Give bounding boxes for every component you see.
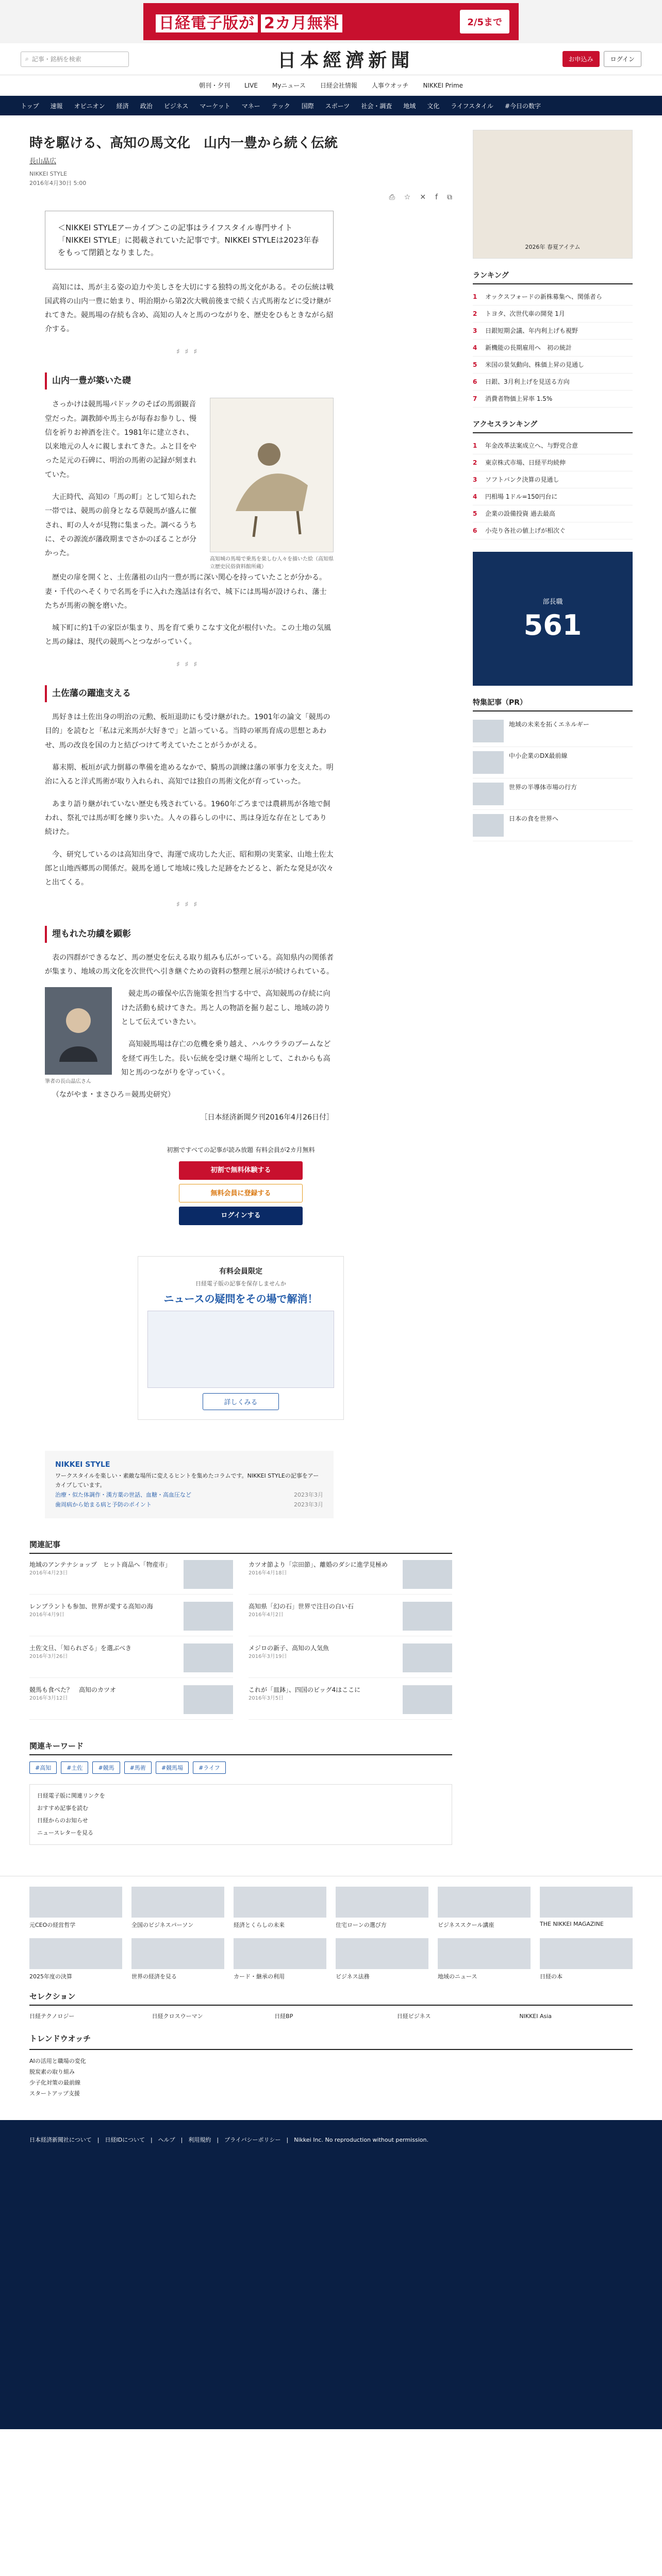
publish-date: 2016年4月30日 5:00 (29, 179, 87, 187)
keyword-list (29, 1761, 452, 1774)
related-item[interactable] (249, 1560, 452, 1595)
pr-thumb (473, 720, 504, 742)
ranking-title: ランキング (473, 270, 633, 284)
related-link[interactable]: レンブラントも参加、世界が愛する高知の海 (29, 1602, 153, 1610)
cat-item[interactable]: トップ (21, 102, 39, 110)
share-facebook-icon[interactable]: f (435, 193, 438, 201)
related-thumb[interactable] (403, 1643, 452, 1672)
trend-item[interactable]: 少子化対策の最前線 (29, 2079, 80, 2087)
cat-item[interactable]: 社会・調査 (361, 102, 392, 110)
ranking-item[interactable]: 5 米国の景気動向、株価上昇の見通し (473, 357, 633, 374)
subnav-item[interactable]: 日経会社情報 (320, 82, 357, 89)
selection-item[interactable]: NIKKEI Asia (519, 2013, 552, 2020)
site-footer (0, 2120, 662, 2429)
portrait-image (45, 987, 112, 1075)
series-link[interactable]: 治療・似た体調作・漢方薬の世話、血糖・高血圧など (55, 1492, 191, 1499)
ad-text: 日経電子版が (156, 14, 258, 32)
related-link[interactable]: 競馬も食べた？ 高知のカツオ (29, 1686, 117, 1693)
trend-title: トレンドウオッチ (29, 2031, 633, 2050)
pr-thumb (473, 814, 504, 837)
ranking-item[interactable]: 7 消費者物価上昇率 1.5% (473, 391, 633, 408)
promo-sub: 日経電子版の記事を保存しませんか (195, 1280, 286, 1287)
site-logo[interactable]: 日本經濟新聞 (277, 49, 414, 71)
related-item[interactable] (29, 1685, 233, 1720)
ad-headline (153, 10, 342, 33)
ad-box[interactable] (143, 3, 519, 40)
access-item[interactable]: 3 ソフトバンク決算の見通し (473, 471, 633, 488)
footer-promos (0, 1876, 662, 1980)
search-icon: ⌕ (25, 55, 29, 62)
author-photo (45, 987, 112, 1088)
cat-item[interactable]: 経済 (116, 102, 129, 110)
category-nav (0, 96, 662, 115)
trend-item[interactable]: AIの活用と職場の変化 (29, 2058, 86, 2065)
sub-nav (0, 75, 662, 96)
section-heading: 山内一豊が築いた礎 (45, 372, 334, 389)
paid-promo (138, 1256, 344, 1420)
related-date: 2016年3月26日 (29, 1653, 68, 1659)
related-date: 2016年4月18日 (249, 1570, 287, 1576)
selection-title: セレクション (29, 1991, 633, 2006)
related-link[interactable]: 土佐文旦、「知られざる」を選ぶべき (29, 1644, 132, 1652)
article-title: 時を駆ける、高知の馬文化 山内一豊から続く伝統 (29, 135, 338, 151)
keyword-tag[interactable]: #高知 (29, 1761, 57, 1774)
cat-item[interactable]: ビジネス (163, 102, 189, 110)
article-body (45, 211, 334, 1125)
selection-item[interactable]: 日経テクノロジー (29, 2013, 75, 2020)
footer-promo-item[interactable]: THE NIKKEI MAGAZINE (540, 1887, 633, 1929)
bookmark-icon[interactable]: ☆ (404, 193, 411, 201)
footer-promo-item[interactable]: 地域のニュース (438, 1938, 531, 1980)
series-title[interactable]: NIKKEI STYLE (55, 1460, 110, 1469)
cat-item[interactable]: テック (271, 102, 290, 110)
info-link[interactable]: おすすめ記事を読む (37, 1804, 89, 1811)
related-date: 2016年3月19日 (249, 1653, 287, 1659)
footer-promo-item[interactable]: 日経の本 (540, 1938, 633, 1980)
separator: ♯♯♯ (176, 901, 203, 909)
selection-item[interactable]: 日経BP (274, 2013, 293, 2020)
paragraph: 馬好きは土佐出身の明治の元勲、板垣退助にも受け継がれた。1901年の論文「競馬の目的」を読むと「私は元来馬が大好きで」と語っている。当時の軍馬育成の思想とあわせ、馬の改良を国の力と結びつけて考えていたことがうかがえる。 (45, 713, 330, 750)
pr-item[interactable]: 世界の半導体市場の行方 (473, 778, 633, 810)
ranking-list (473, 289, 633, 408)
keywords-title: 関連キーワード (29, 1740, 452, 1755)
footer-promo-item[interactable]: ビジネス法務 (336, 1938, 428, 1980)
photo-caption: 筆者の長山晶広さん (45, 1079, 91, 1085)
footer-promo-item[interactable]: 世界の経済を見る (131, 1938, 224, 1980)
info-link[interactable]: 日経からのお知らせ (37, 1817, 88, 1824)
ranking-item[interactable]: 1 オックスフォードの新株募集へ、関係者ら (473, 289, 633, 306)
cta-login-button[interactable]: ログインする (179, 1207, 303, 1225)
related-item[interactable] (249, 1602, 452, 1636)
cat-item[interactable]: オピニオン (74, 102, 105, 110)
related-link[interactable]: 高知県「幻の石」世界で注目の白い石 (249, 1602, 354, 1610)
promo-number: 561 (523, 609, 582, 641)
top-ad-banner[interactable] (0, 0, 662, 43)
search-input[interactable]: 記事・銘柄を検索 (31, 56, 81, 63)
footer-promo-item[interactable]: 住宅ローンの選び方 (336, 1887, 428, 1929)
related-date: 2016年4月23日 (29, 1570, 68, 1576)
category-link[interactable]: NIKKEI STYLE (29, 171, 68, 178)
related-articles (29, 1539, 452, 1720)
byline: （ながやま・まさひろ＝競馬史研究） (52, 1091, 175, 1099)
paragraph: 城下町に約1千の家臣が集まり、馬を育て乗りこなす文化が根付いた。この土地の気風と馬の縁は、現代の競馬へとつながっていく。 (45, 624, 331, 647)
paragraph: 歴史の扉を開くと、土佐藩祖の山内一豊が馬に深い関心を持っていたことが分かる。妻・千代のへそくりで名馬を手に入れた逸話は有名で、城下には馬場が設けられ、藩士たちが馬術の腕を磨いた。 (45, 573, 327, 610)
series-date: 2023年3月 (294, 1492, 323, 1499)
related-item[interactable] (29, 1602, 233, 1636)
trial-button[interactable]: 初割で無料体験する (179, 1161, 303, 1180)
related-date: 2016年4月9日 (29, 1612, 65, 1618)
series-box (45, 1451, 334, 1518)
pr-title: 特集記事（PR） (473, 697, 633, 711)
separator: ♯♯♯ (176, 660, 203, 669)
ad-highlight: 2カ月無料 (261, 14, 342, 32)
paragraph: 高知競馬場は存亡の危機を乗り越え、ハルウララのブームなどを経て再生した。長い伝統を受け継ぐ場所として、これからも高知と馬のつながりを守っていく。 (121, 1040, 331, 1077)
trend-item[interactable]: 脱炭素の取り組み (29, 2069, 75, 2076)
cta-text: 初割ですべての記事が読み放題 有料会員が2カ月無料 (167, 1146, 315, 1154)
share-x-icon[interactable]: ✕ (420, 193, 426, 201)
promo-banner[interactable] (473, 552, 633, 686)
pr-item[interactable]: 地域の未来を拓くエネルギー (473, 716, 633, 747)
related-date: 2016年3月5日 (249, 1695, 284, 1701)
access-list (473, 437, 633, 539)
ranking-item[interactable]: 2 トヨタ、次世代車の開発 1月 (473, 306, 633, 323)
series-desc: ワークスタイルを楽しい・素敵な場所に変えるヒントを集めたコラムです。NIKKEI STYLEの記事をアーカイブしています。 (55, 1472, 319, 1489)
footer-promo-item[interactable]: 経済とくらしの未来 (234, 1887, 326, 1929)
subnav-item[interactable]: NIKKEI Prime (423, 81, 464, 89)
paragraph: 今、研究しているのは高知出身で、海運で成功した大正、昭和期の実業家、山地土佐太郎と山地西郷馬の関係だ。競馬を通して地域に残した足跡をたどると、新たな発見が次々と出てくる。 (45, 850, 334, 887)
paywall-cta (138, 1145, 344, 1225)
promo-heading: 有料会員限定 (219, 1267, 262, 1276)
section-heading: 埋もれた功績を顕彰 (45, 926, 334, 943)
archive-notice: ＜NIKKEI STYLEアーカイブ＞この記事はライフスタイル専門サイト「NIKKEI STYLE」に掲載されていた記事です。NIKKEI STYLEは2023年春をもって閉鎖となりました。 (45, 211, 334, 269)
related-link[interactable]: 地域のアンテナショップ ヒット商品へ「物産市」 (29, 1561, 171, 1568)
related-thumb[interactable] (403, 1685, 452, 1714)
footer-promo-item[interactable]: カード・継承の利用 (234, 1938, 326, 1980)
related-item[interactable] (249, 1643, 452, 1678)
sidebar-ad[interactable] (473, 130, 633, 259)
paragraph: 大正時代、高知の「馬の町」として知られた一帯では、競馬の前身となる草競馬が盛んに催され、町の人々が見物に集まった。調べるうちに、その源流が藩政期までさかのぼることが分かった。 (45, 493, 197, 558)
subnav-item[interactable]: 人事ウオッチ (371, 82, 409, 89)
related-thumb[interactable] (184, 1560, 233, 1589)
keyword-tag[interactable]: #競馬場 (156, 1761, 189, 1774)
trend-item[interactable]: スタートアップ支援 (29, 2090, 80, 2097)
share-link-icon[interactable]: ⧉ (447, 193, 452, 201)
promo-more-button[interactable]: 詳しくみる (203, 1393, 278, 1410)
cat-item[interactable]: 政治 (140, 102, 153, 110)
info-link[interactable]: 日経電子版に関連リンクを (37, 1792, 105, 1799)
access-item[interactable]: 6 小売り各社の値上げが相次ぐ (473, 522, 633, 539)
related-thumb[interactable] (403, 1560, 452, 1589)
separator: ♯♯♯ (176, 347, 203, 356)
related-item[interactable] (29, 1560, 233, 1595)
pr-item[interactable]: 中小企業のDX最前線 (473, 747, 633, 778)
series-link[interactable]: 歯周病から始まる病と予防のポイント (55, 1501, 152, 1508)
related-item[interactable] (249, 1685, 452, 1720)
login-button[interactable]: ログイン (604, 51, 641, 67)
share-tools (29, 193, 452, 201)
cat-item[interactable]: マネー (241, 102, 260, 110)
footer-promo-item[interactable]: ビジネススクール講座 (438, 1887, 531, 1929)
sidebar-ad-text: 2026年 春夏アイテム (525, 244, 581, 250)
cat-item[interactable]: 国際 (301, 102, 314, 110)
cat-item[interactable]: スポーツ (325, 102, 350, 110)
pr-item[interactable]: 日本の食を世界へ (473, 810, 633, 841)
article-meta (29, 170, 452, 188)
keyword-tag[interactable]: #馬術 (124, 1761, 152, 1774)
related-link[interactable]: メジロの新子、高知の人気魚 (249, 1644, 329, 1652)
related-title: 関連記事 (29, 1539, 452, 1554)
paragraph: 表の四群ができるなど、馬の歴史を伝える取り組みも広がっている。高知県内の関係者が集まり、地域の馬文化を次世代へ引き継ぐための資料の整理と展示が続けられている。 (45, 953, 334, 976)
cat-item[interactable]: マーケット (200, 102, 230, 110)
pr-thumb (473, 751, 504, 774)
footer-promo-item[interactable]: 2025年度の決算 (29, 1938, 122, 1980)
related-thumb[interactable] (184, 1685, 233, 1714)
keyword-tag[interactable]: #ライフ (193, 1761, 226, 1774)
author-link[interactable]: 長山晶広 (29, 158, 57, 166)
cat-item[interactable]: ライフスタイル (451, 102, 493, 110)
related-item[interactable] (29, 1643, 233, 1678)
pr-thumb (473, 783, 504, 805)
subnav-item[interactable]: 朝刊・夕刊 (198, 82, 230, 89)
access-title: アクセスランキング (473, 419, 633, 433)
series-date: 2023年3月 (294, 1501, 323, 1508)
trend-section (29, 2031, 633, 2099)
related-link[interactable]: これが「皿鉢」、四国のビッグ4はここに (249, 1686, 361, 1693)
selection-item[interactable]: 日経クロスウーマン (152, 2013, 203, 2020)
access-item[interactable]: 2 東京株式市場、日経平均続伸 (473, 454, 633, 471)
sidebar (473, 130, 633, 1845)
related-thumb[interactable] (184, 1602, 233, 1631)
paragraph: あまり語り継がれていない歴史も残されている。1960年ごろまでは農耕馬が各地で飼われ、祭礼では馬が町を練り歩いた。人々の暮らしの中に、馬は身近な存在としてあり続けた。 (45, 800, 330, 837)
source-note: ［日本経済新聞夕刊2016年4月26日付］ (200, 1113, 334, 1122)
print-icon[interactable]: ⎙ (389, 193, 395, 201)
section-heading: 土佐藩の躍進支える (45, 685, 334, 702)
footer-promo-item[interactable]: 全国のビジネスパーソン (131, 1887, 224, 1929)
ranking-item[interactable]: 6 日銀、3月利上げを見送る方向 (473, 374, 633, 391)
related-thumb[interactable] (403, 1602, 452, 1631)
access-item[interactable]: 4 円相場 1ドル=150円台に (473, 488, 633, 505)
figure (210, 398, 334, 571)
cat-item[interactable]: #今日の数字 (504, 102, 541, 110)
pr-list (473, 716, 633, 841)
paragraph: さっかけは競馬場パドックのそばの馬頭観音堂だった。調教師や馬主らが毎春お参りし、慢信を祈りお神酒を注ぐ。1981年に建立され、以来地元の人々に親しまれてきた。ふと目をやった足元の石碑に、明治の馬術の記録が刻まれていた。 (45, 400, 196, 479)
paragraph: 幕末期、板垣が武力倒幕の準備を進めるなかで、騎馬の訓練は藩の軍事力を支えた。明治に入ると洋式馬術が取り入れられ、高知では独自の馬術文化が育っていった。 (45, 764, 334, 786)
register-button[interactable]: 無料会員に登録する (179, 1184, 303, 1202)
series-item[interactable] (55, 1500, 323, 1510)
footer-links[interactable]: 日本経済新聞社について | 日経IDについて | ヘルプ | 利用規約 | プライバシーポリシー | Nikkei Inc. No reproduction without permission. (29, 2136, 428, 2143)
related-thumb[interactable] (184, 1643, 233, 1672)
ranking-item[interactable]: 4 新機能の長期雇用へ 初の統計 (473, 340, 633, 357)
access-item[interactable]: 5 企業の設備投資 過去最高 (473, 505, 633, 522)
subnav-item[interactable]: LIVE (244, 81, 258, 89)
masthead (0, 43, 662, 75)
paragraph: 競走馬の確保や広告施策を担当する中で、高知競馬の存続に向けた活動も続けてきた。馬と人の物語を掘り起こし、地域の誇りとして伝えていきたい。 (121, 990, 330, 1027)
ranking-item[interactable]: 3 日銀短期会議、年内利上げも視野 (473, 323, 633, 340)
info-links (29, 1784, 452, 1845)
selection-item[interactable]: 日経ビジネス (396, 2013, 431, 2020)
subnav-item[interactable]: Myニュース (272, 82, 306, 89)
promo-image (147, 1311, 334, 1388)
access-item[interactable]: 1 年金改革法案成立へ、与野党合意 (473, 437, 633, 454)
promo-label: 部長職 (542, 598, 563, 606)
footer-promo-item[interactable]: 元CEOの経営哲学 (29, 1887, 122, 1929)
selection-section (29, 1991, 633, 2021)
keyword-tag[interactable]: #土佐 (61, 1761, 88, 1774)
related-date: 2016年3月12日 (29, 1695, 68, 1701)
series-item[interactable] (55, 1490, 323, 1500)
promo-headline: ニュースの疑問をその場で解消！ (163, 1292, 318, 1305)
related-link[interactable]: カツオ節より「宗田節」、離婚のダシに進学見極め (249, 1561, 388, 1568)
search-box[interactable] (21, 52, 129, 67)
related-date: 2016年4月2日 (249, 1612, 284, 1618)
ad-cta[interactable]: 2/5まで (460, 10, 509, 33)
lead-paragraph: 高知には、馬が主る姿の迫力や美しさを大切にする独特の馬文化がある。その伝統は戦国武将の山内一豊に始まり、明治期から第2次大戦前後まで続く古式馬術などに受け継がれてきた。競馬場の存続も含め、高知の人々と馬のつながりを、歴史をひもときながら紹介する。 (45, 283, 334, 334)
figure-caption: 高知城の馬場で乗馬を楽しむ人々を描いた絵（高知県立歴史民俗資料館所蔵） (210, 556, 334, 570)
info-link[interactable]: ニュースレターを見る (37, 1829, 94, 1837)
cat-item[interactable]: 地域 (403, 102, 416, 110)
main-column (29, 130, 452, 1845)
signup-button[interactable]: お申込み (562, 51, 600, 67)
horse-illustration[interactable] (210, 398, 334, 552)
keyword-tag[interactable]: #競馬 (92, 1761, 120, 1774)
cat-item[interactable]: 文化 (427, 102, 440, 110)
cat-item[interactable]: 速報 (50, 102, 63, 110)
